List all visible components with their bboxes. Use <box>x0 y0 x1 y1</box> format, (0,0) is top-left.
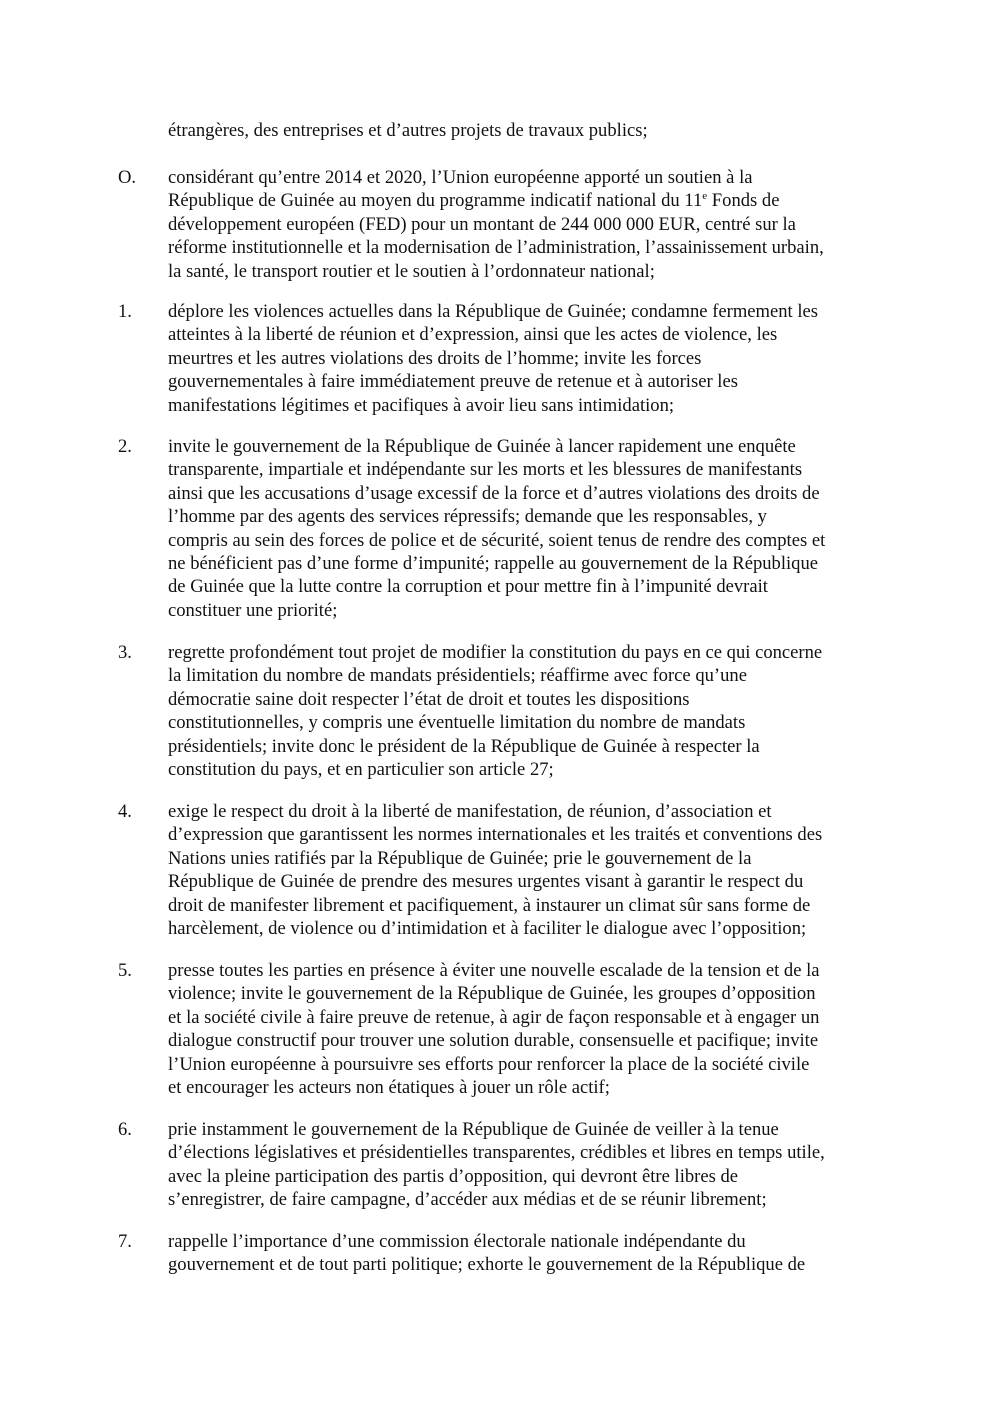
paragraph-line: l’Union européenne à poursuivre ses efforts pour renforcer la place de la société civile <box>168 1053 810 1075</box>
paragraph-line: d’expression que garantissent les normes internationales et les traités et conventions des <box>168 824 823 846</box>
paragraph-line: la limitation du nombre de mandats présidentiels; réaffirme avec force qu’une <box>168 665 747 687</box>
paragraph-number: 1. <box>118 301 132 322</box>
paragraph-5 <box>118 959 888 1099</box>
paragraph-4 <box>118 800 888 940</box>
paragraph-body <box>168 641 888 781</box>
paragraph-line: atteintes à la liberté de réunion et d’expression, ainsi que les actes de violence, les <box>168 324 778 346</box>
paragraph-line: constitution du pays, et en particulier son article 27; <box>168 759 554 781</box>
paragraph-line: violence; invite le gouvernement de la République de Guinée, les groupes d’opposition <box>168 983 816 1005</box>
paragraph-number: O. <box>118 167 137 188</box>
paragraph-line: ainsi que les accusations d’usage excessif de la force et d’autres violations des droits de <box>168 482 820 504</box>
paragraph-line: exige le respect du droit à la liberté de manifestation, de réunion, d’association et <box>168 801 772 822</box>
paragraph-line: considérant qu’entre 2014 et 2020, l’Union européenne apporté un soutien à la <box>168 167 753 188</box>
paragraph-line: démocratie saine doit respecter l’état de droit et toutes les dispositions <box>168 688 690 710</box>
paragraph-line: d’élections législatives et présidentielles transparentes, crédibles et libres en temps utile, <box>168 1142 825 1164</box>
paragraph-number: 7. <box>118 1231 132 1252</box>
line-text-after-superscript: Fonds de <box>707 190 780 212</box>
paragraph-line: développement européen (FED) pour un montant de 244 000 000 EUR, centré sur la <box>168 213 796 235</box>
paragraph-line: constitutionnelles, y compris une éventuelle limitation du nombre de mandats <box>168 712 746 734</box>
paragraph-line: s’enregistrer, de faire campagne, d’accéder aux médias et de se réunir librement; <box>168 1189 767 1211</box>
paragraph-body <box>168 1230 888 1277</box>
paragraph-line: présidentiels; invite donc le président de la République de Guinée à respecter la <box>168 735 760 757</box>
paragraph-line: gouvernement et de tout parti politique; exhorte le gouvernement de la République de <box>168 1254 806 1276</box>
paragraph-body <box>168 959 888 1099</box>
paragraph-line: ne bénéficient pas d’une forme d’impunité; rappelle au gouvernement de la République <box>168 553 819 575</box>
paragraph-line: compris au sein des forces de police et de sécurité, soient tenus de rendre des comptes et <box>168 529 826 551</box>
paragraph-line: manifestations légitimes et pacifiques à avoir lieu sans intimidation; <box>168 394 675 416</box>
paragraph-line <box>168 189 888 212</box>
paragraph-number: 4. <box>118 801 132 822</box>
continued-line: étrangères, des entreprises et d’autres projets de travaux publics; <box>168 120 648 141</box>
paragraph-line: de Guinée que la lutte contre la corruption et pour mettre fin à l’impunité devrait <box>168 576 768 598</box>
recital-O <box>118 166 888 283</box>
paragraph-number: 6. <box>118 1119 132 1140</box>
paragraph-line: et la société civile à faire preuve de retenue, à agir de façon responsable et à engager un <box>168 1006 820 1028</box>
paragraph-line: rappelle l’importance d’une commission électorale nationale indépendante du <box>168 1231 746 1252</box>
paragraph-number: 2. <box>118 436 132 457</box>
paragraph-6 <box>118 1118 888 1212</box>
paragraph-line: gouvernementales à faire immédiatement preuve de retenue et à autoriser les <box>168 371 738 393</box>
paragraph-body <box>168 300 888 417</box>
paragraph-line: réforme institutionnelle et la modernisation de l’administration, l’assainissement urbain, <box>168 237 824 259</box>
paragraph-line: l’homme par des agents des services répressifs; demande que les responsables, y <box>168 506 767 528</box>
paragraph-line: dialogue constructif pour trouver une solution durable, consensuelle et pacifique; invite <box>168 1030 819 1052</box>
paragraph-line: harcèlement, de violence ou d’intimidation et à faciliter le dialogue avec l’opposition; <box>168 918 807 940</box>
paragraph-line: invite le gouvernement de la République de Guinée à lancer rapidement une enquête <box>168 436 796 457</box>
paragraph-body <box>168 435 888 622</box>
line-text: République de Guinée au moyen du programme indicatif national du 11 <box>168 190 703 212</box>
paragraph-7 <box>118 1230 888 1277</box>
paragraph-line: presse toutes les parties en présence à éviter une nouvelle escalade de la tension et de la <box>168 960 820 981</box>
superscript: e <box>702 190 708 203</box>
paragraph-number: 3. <box>118 642 132 663</box>
paragraph-body <box>168 166 888 283</box>
paragraph-line: transparente, impartiale et indépendante sur les morts et les blessures de manifestants <box>168 459 803 481</box>
paragraph-2 <box>118 435 888 622</box>
paragraph-line: la santé, le transport routier et le soutien à l’ordonnateur national; <box>168 260 655 282</box>
paragraph-line: constituer une priorité; <box>168 599 338 621</box>
paragraph-1 <box>118 300 888 417</box>
paragraph-line: déplore les violences actuelles dans la République de Guinée; condamne fermement les <box>168 301 819 322</box>
paragraph-line: République de Guinée de prendre des mesures urgentes visant à garantir le respect du <box>168 871 804 893</box>
paragraph-line: et encourager les acteurs non étatiques à jouer un rôle actif; <box>168 1077 610 1099</box>
paragraph-body <box>168 1118 888 1212</box>
paragraph-line: Nations unies ratifiés par la République de Guinée; prie le gouvernement de la <box>168 847 752 869</box>
paragraph-line: droit de manifester librement et pacifiquement, à instaurer un climat sûr sans forme de <box>168 894 811 916</box>
paragraph-line: prie instamment le gouvernement de la République de Guinée de veiller à la tenue <box>168 1119 779 1140</box>
paragraph-line: meurtres et les autres violations des droits de l’homme; invite les forces <box>168 347 702 369</box>
paragraph-line: regrette profondément tout projet de modifier la constitution du pays en ce qui concerne <box>168 642 823 663</box>
paragraph-3 <box>118 641 888 781</box>
paragraph-number: 5. <box>118 960 132 981</box>
paragraph-line: avec la pleine participation des partis d’opposition, qui devront être libres de <box>168 1165 739 1187</box>
paragraph-body <box>168 800 888 940</box>
